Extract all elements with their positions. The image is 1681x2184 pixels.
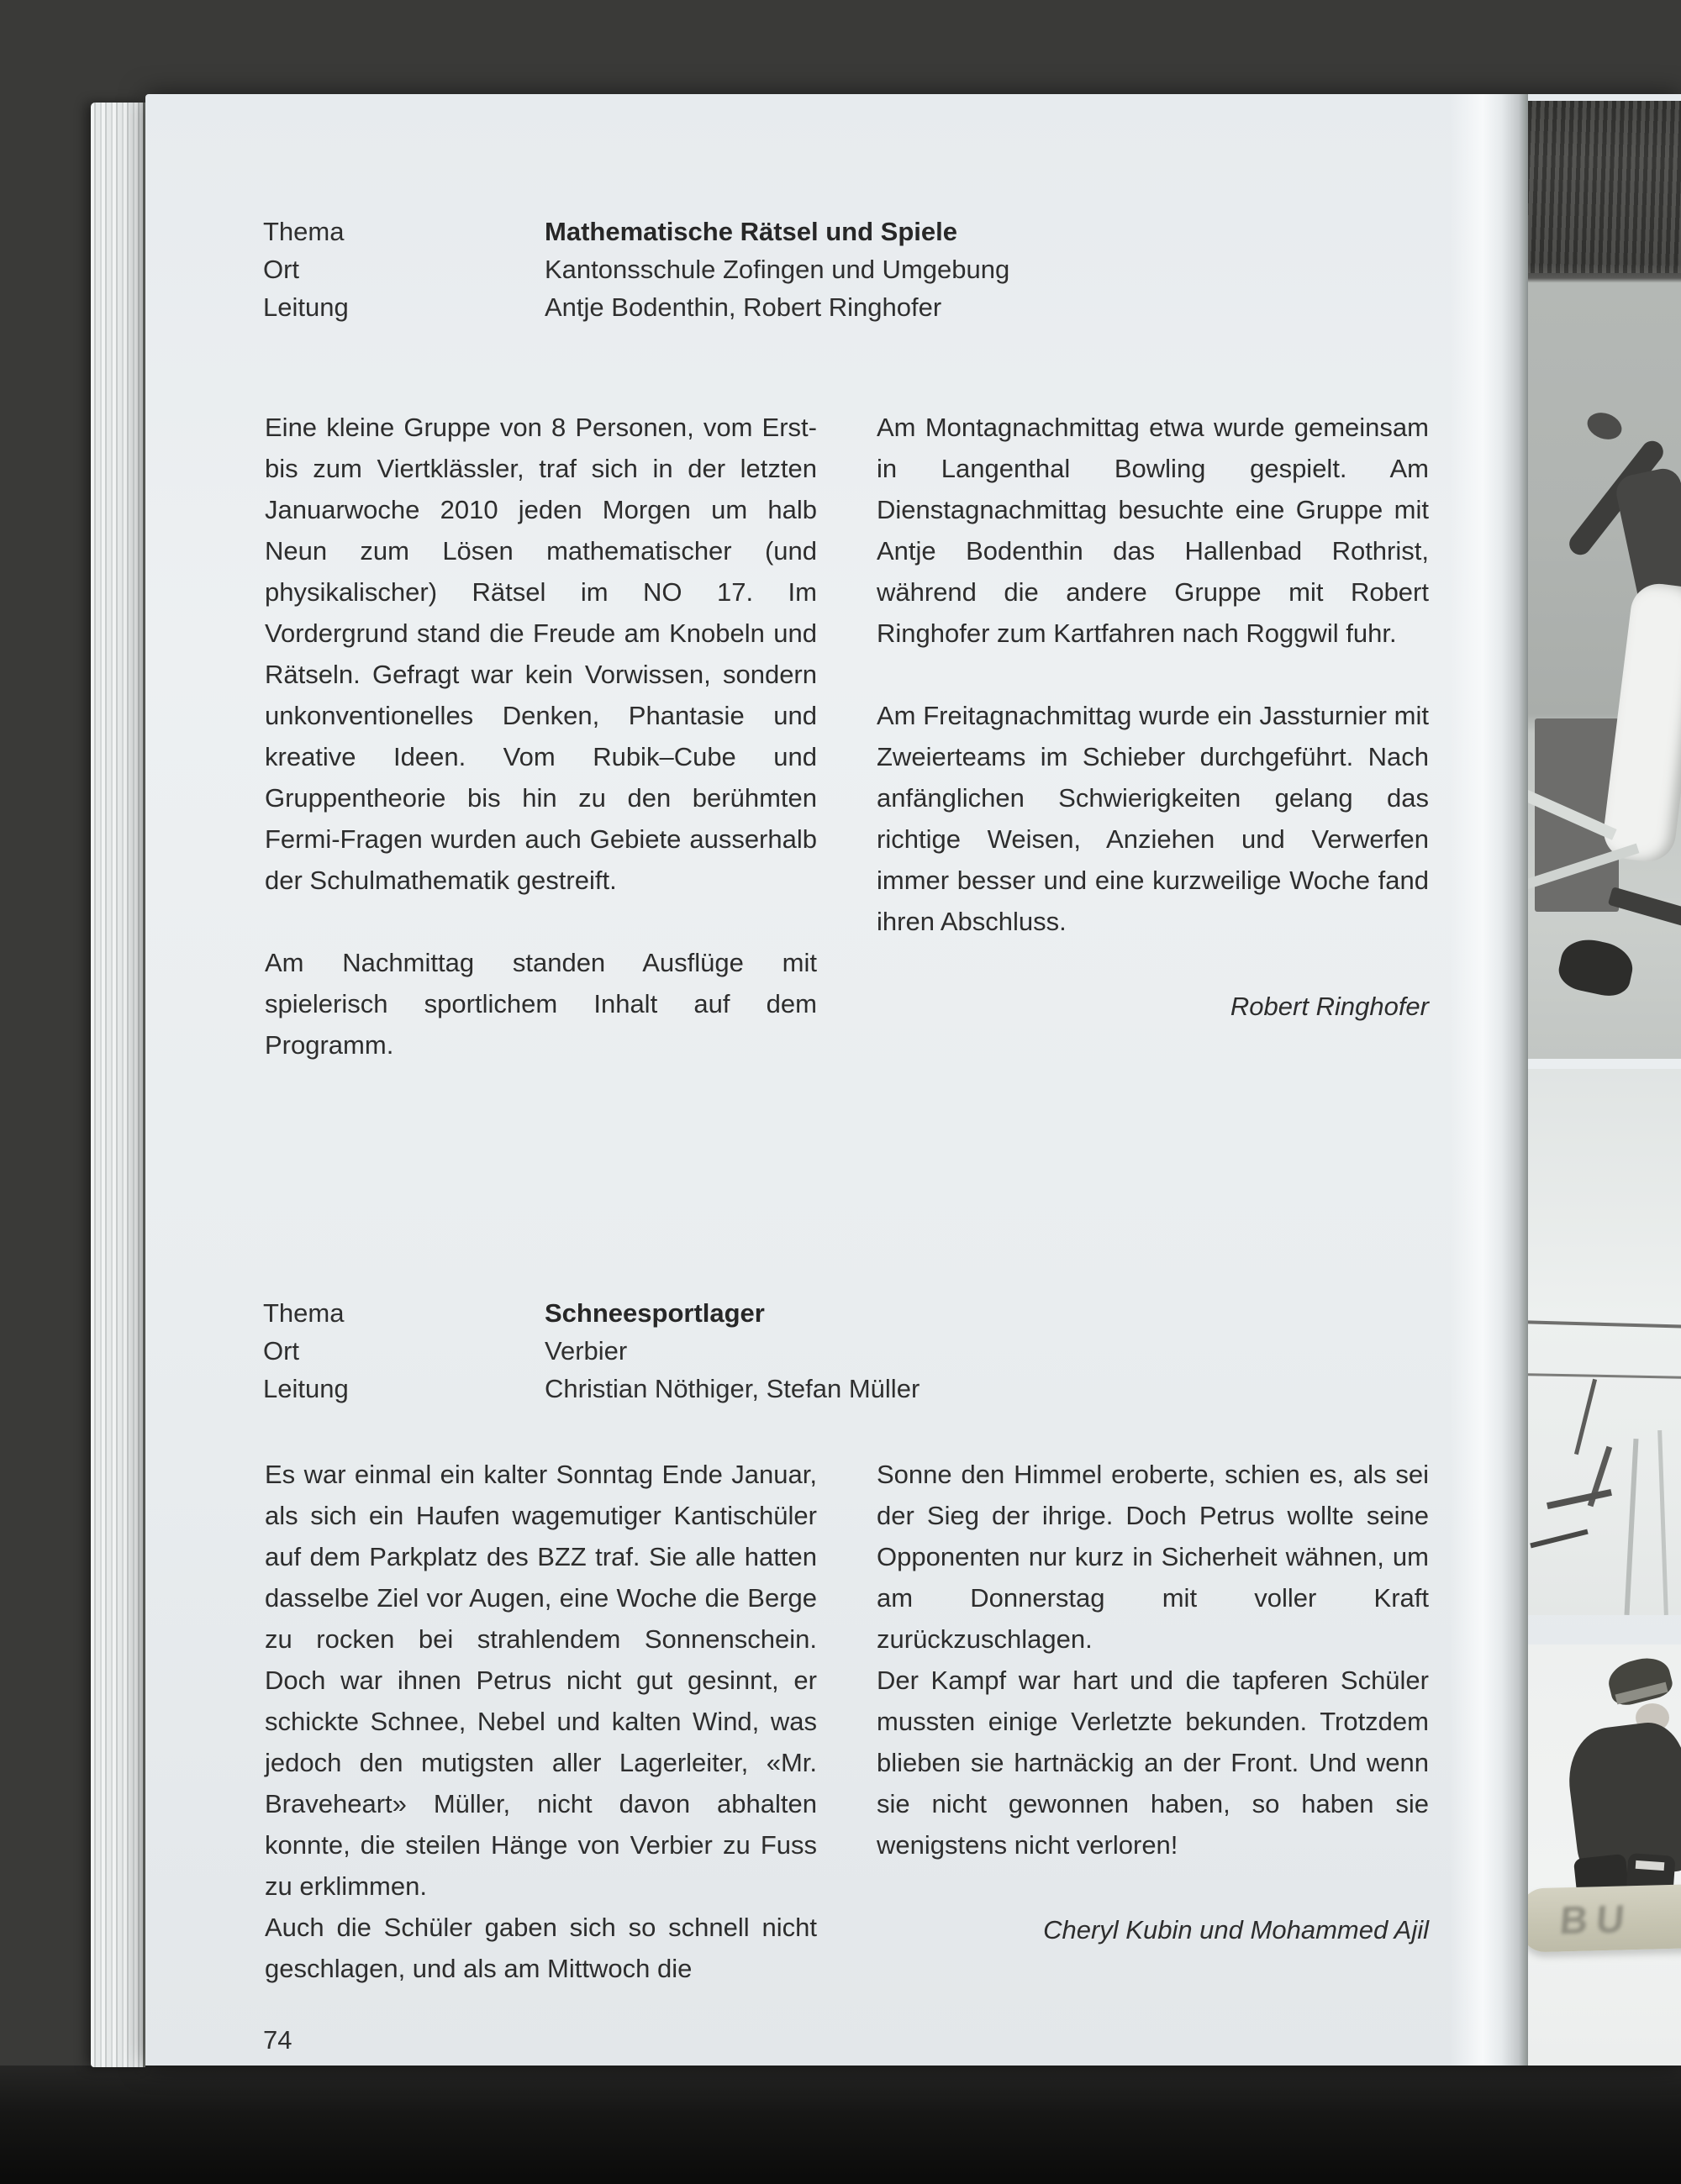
raised-hand [1584,408,1626,445]
article1-column-right [877,407,1429,1027]
paragraph: Es war einmal ein kalter Sonntag Ende Januar, als sich ein Haufen wagemutiger Kantischüler auf dem Parkplatz des BZZ traf. Sie alle hatten dasselbe Ziel vor Augen, eine Woche die Berge zu rocken bei strahlendem Sonnenschein. Doch war ihnen Petrus nicht gut gesinnt, er schickte Schnee, Nebel und kalten Wind, was jedoch den mutigsten aller Lagerleiter, «Mr. Braveheart» Müller, nicht davon abhalten konnte, die steilen Hänge von Verbier zu Fuss zu erklimmen. [265,1460,817,1901]
beanie-cap [1605,1653,1675,1708]
meta-row-thema [263,213,1356,250]
photo-ski-lift [1528,1069,1681,1615]
meta-row-leitung [263,288,1356,326]
dark-boot [1555,934,1636,1001]
paragraph: Am Freitagnachmittag wurde ein Jassturnier mit Zweierteams im Schieber durchgeführt. Nach anfänglichen Schwierigkeiten gelang das richtige Weisen, Anziehen und Verwerfen immer besser und eine kurzweilige Woche fand ihren Abschluss. [877,701,1429,936]
paragraph: Am Montagnachmittag etwa wurde gemeinsam in Langenthal Bowling gespielt. Am Dienstagnachmittag besuchte eine Gruppe mit Antje Bodenthin das Hallenbad Rothrist, während die andere Gruppe mit Robert Ringhofer zum Kartfahren nach Roggwil fuhr. [877,413,1429,648]
chairlift-hanger [1574,1379,1597,1455]
paragraph: Am Nachmittag standen Ausflüge mit spielerisch sportlichem Inhalt auf dem Programm. [265,948,817,1060]
meta-label-thema: Thema [263,1298,345,1328]
article2-signature: Cheryl Kubin und Mohammed Ajil [1043,1915,1429,1945]
chair-silhouette [1608,887,1681,927]
meta-label-leitung: Leitung [263,1374,349,1403]
meta-label-ort: Ort [263,255,300,284]
article1-signature: Robert Ringhofer [1230,992,1429,1021]
lift-cable [1528,1373,1681,1379]
photo-snowboarder-sitting [1528,1645,1681,2066]
article1-column-left [265,407,817,1066]
ski-tips [1530,1529,1588,1549]
gutter-fold [1450,94,1528,2066]
article2-location: Verbier [545,1336,628,1366]
meta-label-thema: Thema [263,217,345,246]
snowboard [1528,1884,1681,1952]
chairlift-seat [1547,1489,1612,1509]
paragraph: Auch die Schüler gaben sich so schnell nicht geschlagen, und als am Mittwoch die [265,1913,817,1983]
meta-row-leitung [263,1370,1356,1408]
meta-label-leitung: Leitung [263,292,349,322]
article2-column-right [877,1454,1429,1950]
slope-post [1657,1430,1668,1615]
snowboard-brand-text: BU [1557,1897,1635,1943]
meta-row-thema [263,1294,1356,1332]
paragraph: Eine kleine Gruppe von 8 Personen, vom Erst- bis zum Viertklässler, traf sich in der letzten Januarwoche 2010 jeden Morgen um halb Neun zum Lösen mathematischer (und physikalischer) Rätsel im NO 17. Im Vordergrund stand die Freude am Knobeln und Rätseln. Gefragt war kein Vorwissen, sondern unkonventionelles Denken, Phantasie und kreative Ideen. Vom Rubik–Cube und Gruppentheorie bis hin zu den berühmten Fermi-Fragen wurden auch Gebiete ausserhalb der Schulmathematik gestreift. [265,413,817,895]
article2-leaders: Christian Nöthiger, Stefan Müller [545,1374,920,1403]
page-number: 74 [263,2025,292,2055]
book-page-left [145,94,1681,2066]
article1-location: Kantonsschule Zofingen und Umgebung [545,255,1010,284]
slope-post [1625,1439,1639,1615]
scan-background-bottom [0,2066,1681,2184]
meta-row-ort [263,1332,1356,1370]
page-stack-edge [91,103,145,2067]
photo-indoor-action-scene [1528,101,1681,1059]
facing-page-photo-strip [1528,94,1681,2066]
paragraph: Der Kampf war hart und die tapferen Schüler mussten einige Verletzte bekunden. Trotzdem blieben sie hartnäckig an der Front. Und wenn sie nicht gewonnen haben, so haben sie wenigstens nicht verloren! [877,1666,1429,1860]
lift-cable [1528,1320,1681,1329]
paragraph: Sonne den Himmel eroberte, schien es, als sei der Sieg der ihrige. Doch Petrus wollte seine Opponenten nur kurz in Sicherheit wähnen, um am Donnerstag mit voller Kraft zurückzuschlagen. [877,1460,1429,1654]
article1-leaders: Antje Bodenthin, Robert Ringhofer [545,292,942,322]
meta-row-ort [263,250,1356,288]
article2-column-left [265,1454,817,1989]
article2-title: Schneesportlager [545,1298,765,1328]
article2-meta [263,1294,1356,1408]
corrugated-wall [1528,101,1681,273]
article1-meta [263,213,1356,326]
meta-label-ort: Ort [263,1336,300,1366]
article1-title: Mathematische Rätsel und Spiele [545,217,957,246]
